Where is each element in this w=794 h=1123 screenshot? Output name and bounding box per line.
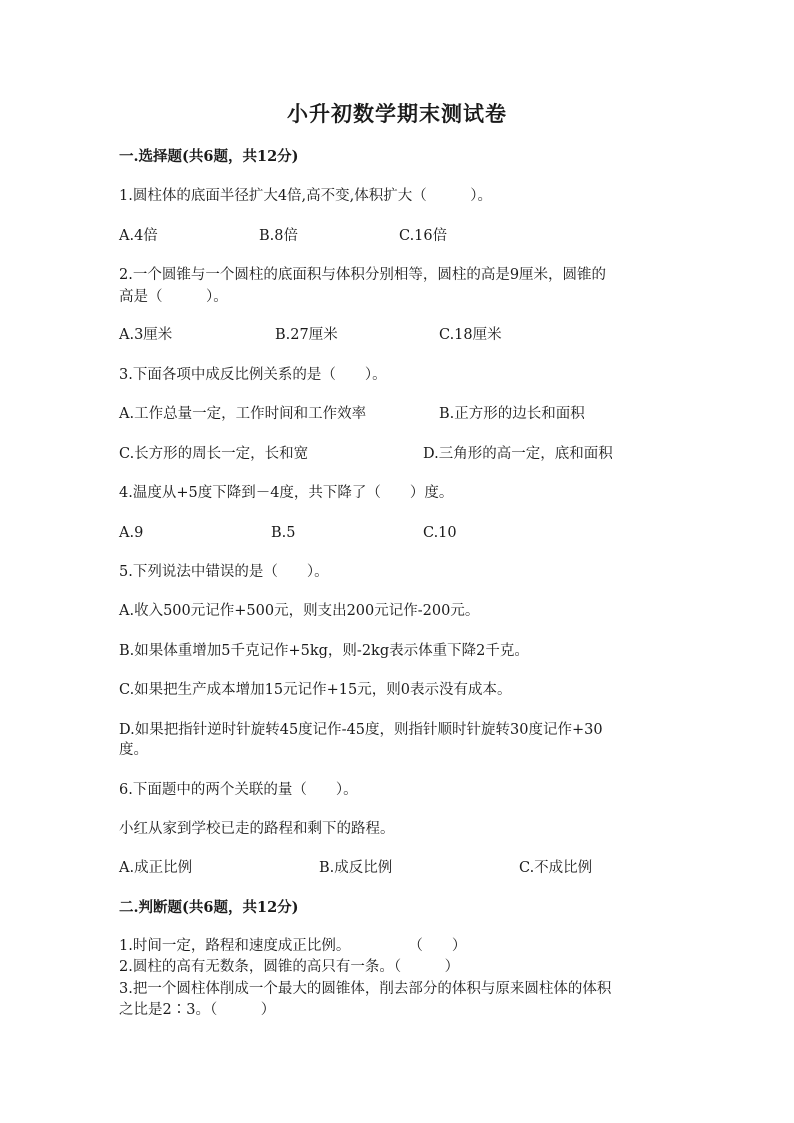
q4-option-b: B.5: [271, 525, 296, 541]
section-heading-choice: 一.选择题(共6题，共12分): [119, 148, 299, 165]
q2-option-a: A.3厘米: [119, 327, 173, 343]
question-5-text: 5.下列说法中错误的是（ ）。: [119, 564, 329, 580]
q5-option-d-line1: D.如果把指针逆时针旋转45度记作-45度，则指针顺时针旋转30度记作+30: [119, 722, 603, 738]
q2-option-b: B.27厘米: [275, 327, 338, 343]
q3-option-c: C.长方形的周长一定，长和宽: [119, 446, 309, 462]
q1-option-c: C.16倍: [399, 228, 448, 244]
q4-option-a: A.9: [119, 525, 144, 541]
q5-option-b: B.如果体重增加5千克记作+5kg，则-2kg表示体重下降2千克。: [119, 643, 529, 659]
q1-option-b: B.8倍: [259, 228, 298, 244]
judge-item-3-line2: 之比是2∶3。（ ）: [119, 1002, 276, 1018]
question-4-text: 4.温度从+5度下降到－4度，共下降了（ ）度。: [119, 485, 454, 501]
q6-option-b: B.成反比例: [319, 860, 393, 876]
question-2-text-line1: 2.一个圆锥与一个圆柱的底面积与体积分别相等，圆柱的高是9厘米，圆锥的: [119, 267, 607, 283]
q5-option-d-line2: 度。: [119, 742, 148, 758]
question-6-text: 6.下面题中的两个关联的量（ ）。: [119, 782, 358, 798]
page-title: 小升初数学期末测试卷: [287, 101, 507, 126]
judge-item-1: 1.时间一定，路程和速度成正比例。 （ ）: [119, 938, 467, 954]
q3-option-d: D.三角形的高一定，底和面积: [423, 446, 613, 462]
judge-item-2: 2.圆柱的高有无数条，圆锥的高只有一条。（ ）: [119, 959, 460, 975]
q3-option-b: B.正方形的边长和面积: [439, 406, 585, 422]
section-heading-judge: 二.判断题(共6题，共12分): [119, 899, 299, 916]
judge-item-3-line1: 3.把一个圆柱体削成一个最大的圆锥体，削去部分的体积与原来圆柱体的体积: [119, 981, 612, 997]
question-1-text: 1.圆柱体的底面半径扩大4倍,高不变,体积扩大（ ）。: [119, 188, 493, 204]
question-3-text: 3.下面各项中成反比例关系的是（ ）。: [119, 367, 387, 383]
q6-option-c: C.不成比例: [519, 860, 593, 876]
q4-option-c: C.10: [423, 525, 457, 541]
q1-option-a: A.4倍: [119, 228, 158, 244]
question-2-text-line2: 高是（ ）。: [119, 289, 228, 305]
question-6-context: 小红从家到学校已走的路程和剩下的路程。: [119, 821, 395, 837]
q6-option-a: A.成正比例: [119, 860, 193, 876]
q3-option-a: A.工作总量一定，工作时间和工作效率: [119, 406, 367, 422]
q5-option-a: A.收入500元记作+500元，则支出200元记作-200元。: [119, 603, 480, 619]
q2-option-c: C.18厘米: [439, 327, 502, 343]
q5-option-c: C.如果把生产成本增加15元记作+15元，则0表示没有成本。: [119, 682, 512, 698]
